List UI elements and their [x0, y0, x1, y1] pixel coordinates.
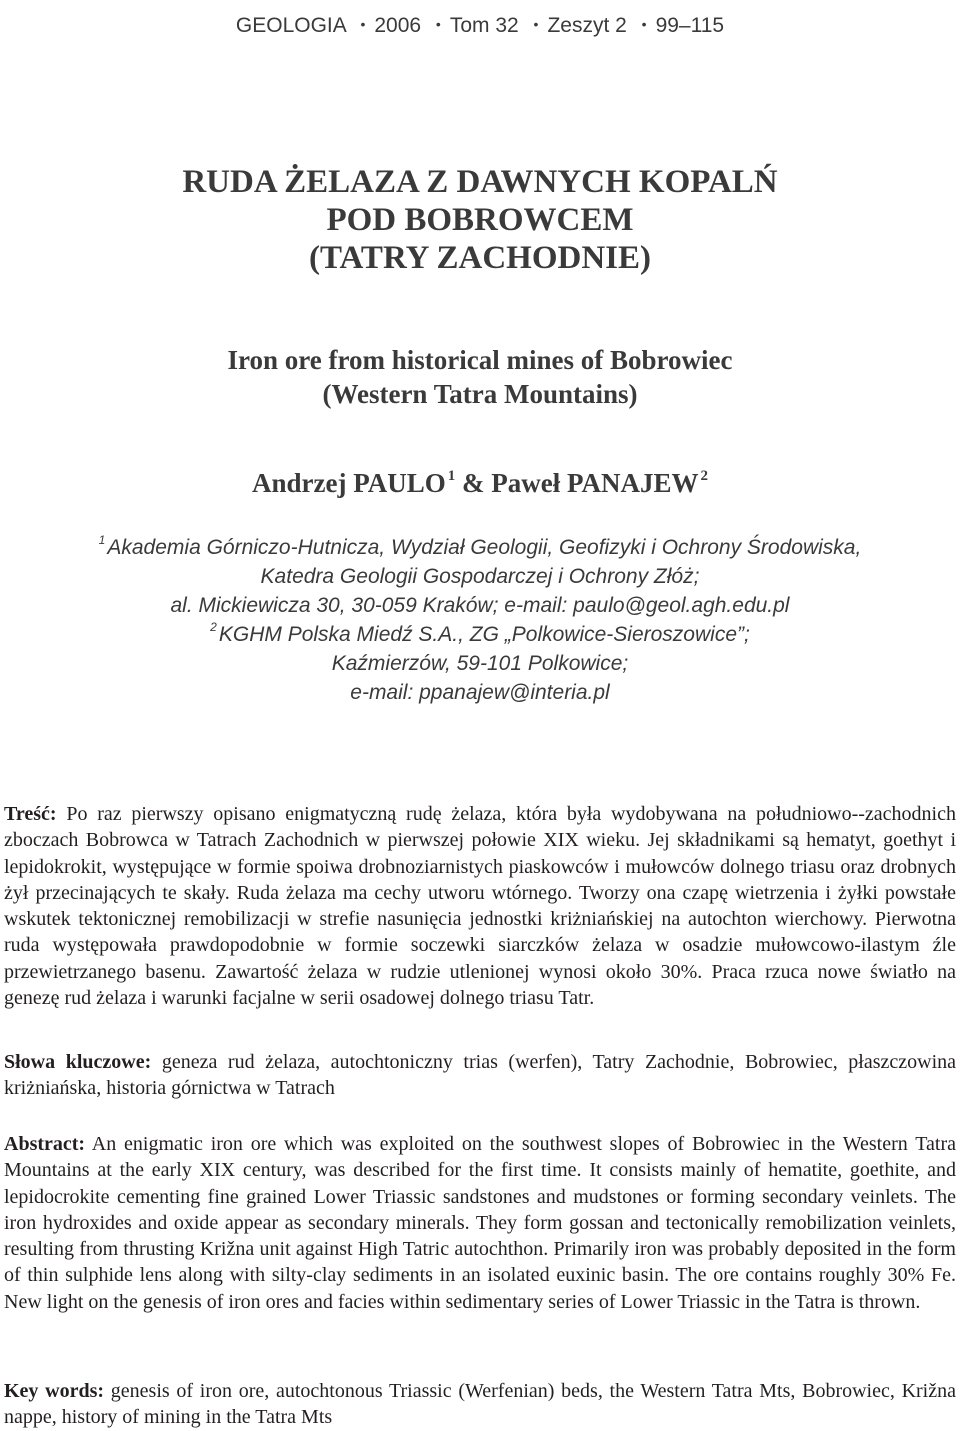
- affiliation-marker: 2: [700, 468, 708, 484]
- separator-dot: •: [533, 16, 539, 32]
- journal-pages: 99–115: [655, 14, 725, 37]
- running-head: [0, 14, 960, 38]
- summary-label: Treść:: [4, 803, 57, 825]
- affiliation-line: [0, 620, 960, 649]
- affiliation-line: [0, 533, 960, 562]
- affiliation-text: Akademia Górniczo-Hutnicza, Wydział Geologii, Geofizyki i Ochrony Środowiska,: [107, 536, 862, 559]
- english-keywords: [4, 1378, 956, 1431]
- journal-year: 2006: [374, 14, 422, 37]
- title-polish-line: RUDA ŻELAZA Z DAWNYCH KOPALŃ: [182, 164, 778, 200]
- title-polish-line: (TATRY ZACHODNIE): [309, 240, 651, 276]
- keywords-label: Słowa kluczowe:: [4, 1051, 152, 1073]
- title-polish: [0, 163, 960, 277]
- author-name: Paweł PANAJEW: [491, 468, 699, 498]
- affiliations: [0, 533, 960, 707]
- summary-text: Po raz pierwszy opisano enigmatyczną rudę żelaza, która była wydobywana na południowo--zachodnich zboczach Bobrowca w Tatrach Zachodnich w pierwszej połowie XIX wieku. Jej składnikami są hematyt, goethyt i lepidokrokit, występujące w formie spoiwa drobnoziarnistych piaskowców i mułowców dolnego triasu oraz drobnych żył przecinających te skały. Ruda żelaza ma cechy utworu wtórnego. Tworzy ona czapę wietrzenia i żyłki powstałe wskutek tektonicznej remobilizacji w strefie nasunięcia jednostki kriżniańskiej na autochton wierchowy. Pierwotna ruda występowała prawdopodobnie w formie soczewki siarczków żelaza w osadzie mułowcowo-ilastym źle przewietrzanego basenu. Zawartość żelaza w rudzie utlenionej wynosi około 30%. Praca rzuca nowe światło na genezę rud żelaza i warunki facjalne w serii osadowej dolnego triasu Tatr.: [4, 803, 956, 1010]
- separator-dot: •: [435, 16, 441, 32]
- journal-name: GEOLOGIA: [235, 14, 346, 37]
- affiliation-marker: 1: [98, 533, 106, 547]
- journal-issue: Zeszyt 2: [547, 14, 627, 37]
- author-joiner: &: [462, 468, 485, 498]
- affiliation-marker: 1: [447, 468, 456, 484]
- polish-summary: [4, 801, 956, 1011]
- affiliation-marker: 2: [210, 620, 217, 634]
- polish-keywords: [4, 1049, 956, 1102]
- separator-dot: •: [641, 16, 647, 32]
- title-english: [0, 343, 960, 411]
- affiliation-line: al. Mickiewicza 30, 30-059 Kraków; e-mail: paulo@geol.agh.edu.pl: [170, 594, 790, 617]
- keywords-label: Key words:: [4, 1380, 105, 1402]
- abstract-label: Abstract:: [4, 1133, 86, 1155]
- author-name: Andrzej PAULO: [252, 468, 446, 498]
- title-english-line: Iron ore from historical mines of Bobrowiec: [227, 345, 733, 375]
- keywords-text: genesis of iron ore, autochtonous Triassic (Werfenian) beds, the Western Tatra Mts, Bobrowiec, Križna nappe, history of mining in the Tatra Mts: [4, 1380, 956, 1429]
- separator-dot: •: [360, 16, 366, 32]
- title-polish-line: POD BOBROWCEM: [326, 202, 634, 238]
- affiliation-line: Kaźmierzów, 59-101 Polkowice;: [331, 652, 629, 675]
- affiliation-line: e-mail: ppanajew@interia.pl: [350, 681, 610, 704]
- affiliation-line: Katedra Geologii Gospodarczej i Ochrony Złóż;: [260, 565, 700, 588]
- journal-volume: Tom 32: [449, 14, 519, 37]
- authors-line: [0, 466, 960, 500]
- title-english-line: (Western Tatra Mountains): [322, 379, 638, 409]
- keywords-text: geneza rud żelaza, autochtoniczny trias (werfen), Tatry Zachodnie, Bobrowiec, płaszczowina kriżniańska, historia górnictwa w Tatrach: [4, 1051, 956, 1100]
- affiliation-text: KGHM Polska Miedź S.A., ZG „Polkowice-Sieroszowice”;: [218, 623, 750, 646]
- english-abstract: [4, 1131, 956, 1315]
- abstract-text: An enigmatic iron ore which was exploited on the southwest slopes of Bobrowiec in the Western Tatra Mountains at the early XIX century, was described for the first time. It consists mainly of hematite, goethite, and lepidocrokite cementing fine grained Lower Triassic sandstones and mudstones or forming secondary veinlets. The iron hydroxides and oxide appear as secondary minerals. They form gossan and tectonically remobilization veinlets, resulting from thrusting Križna unit against High Tatric autochthon. Primarily iron was probably deposited in the form of thin sulphide lens along with silty-clay sediments in an isolated euxinic basin. The ore contains roughly 30% Fe. New light on the genesis of iron ores and facies within sedimentary series of Lower Triassic in the Tatra is thrown.: [4, 1133, 956, 1313]
